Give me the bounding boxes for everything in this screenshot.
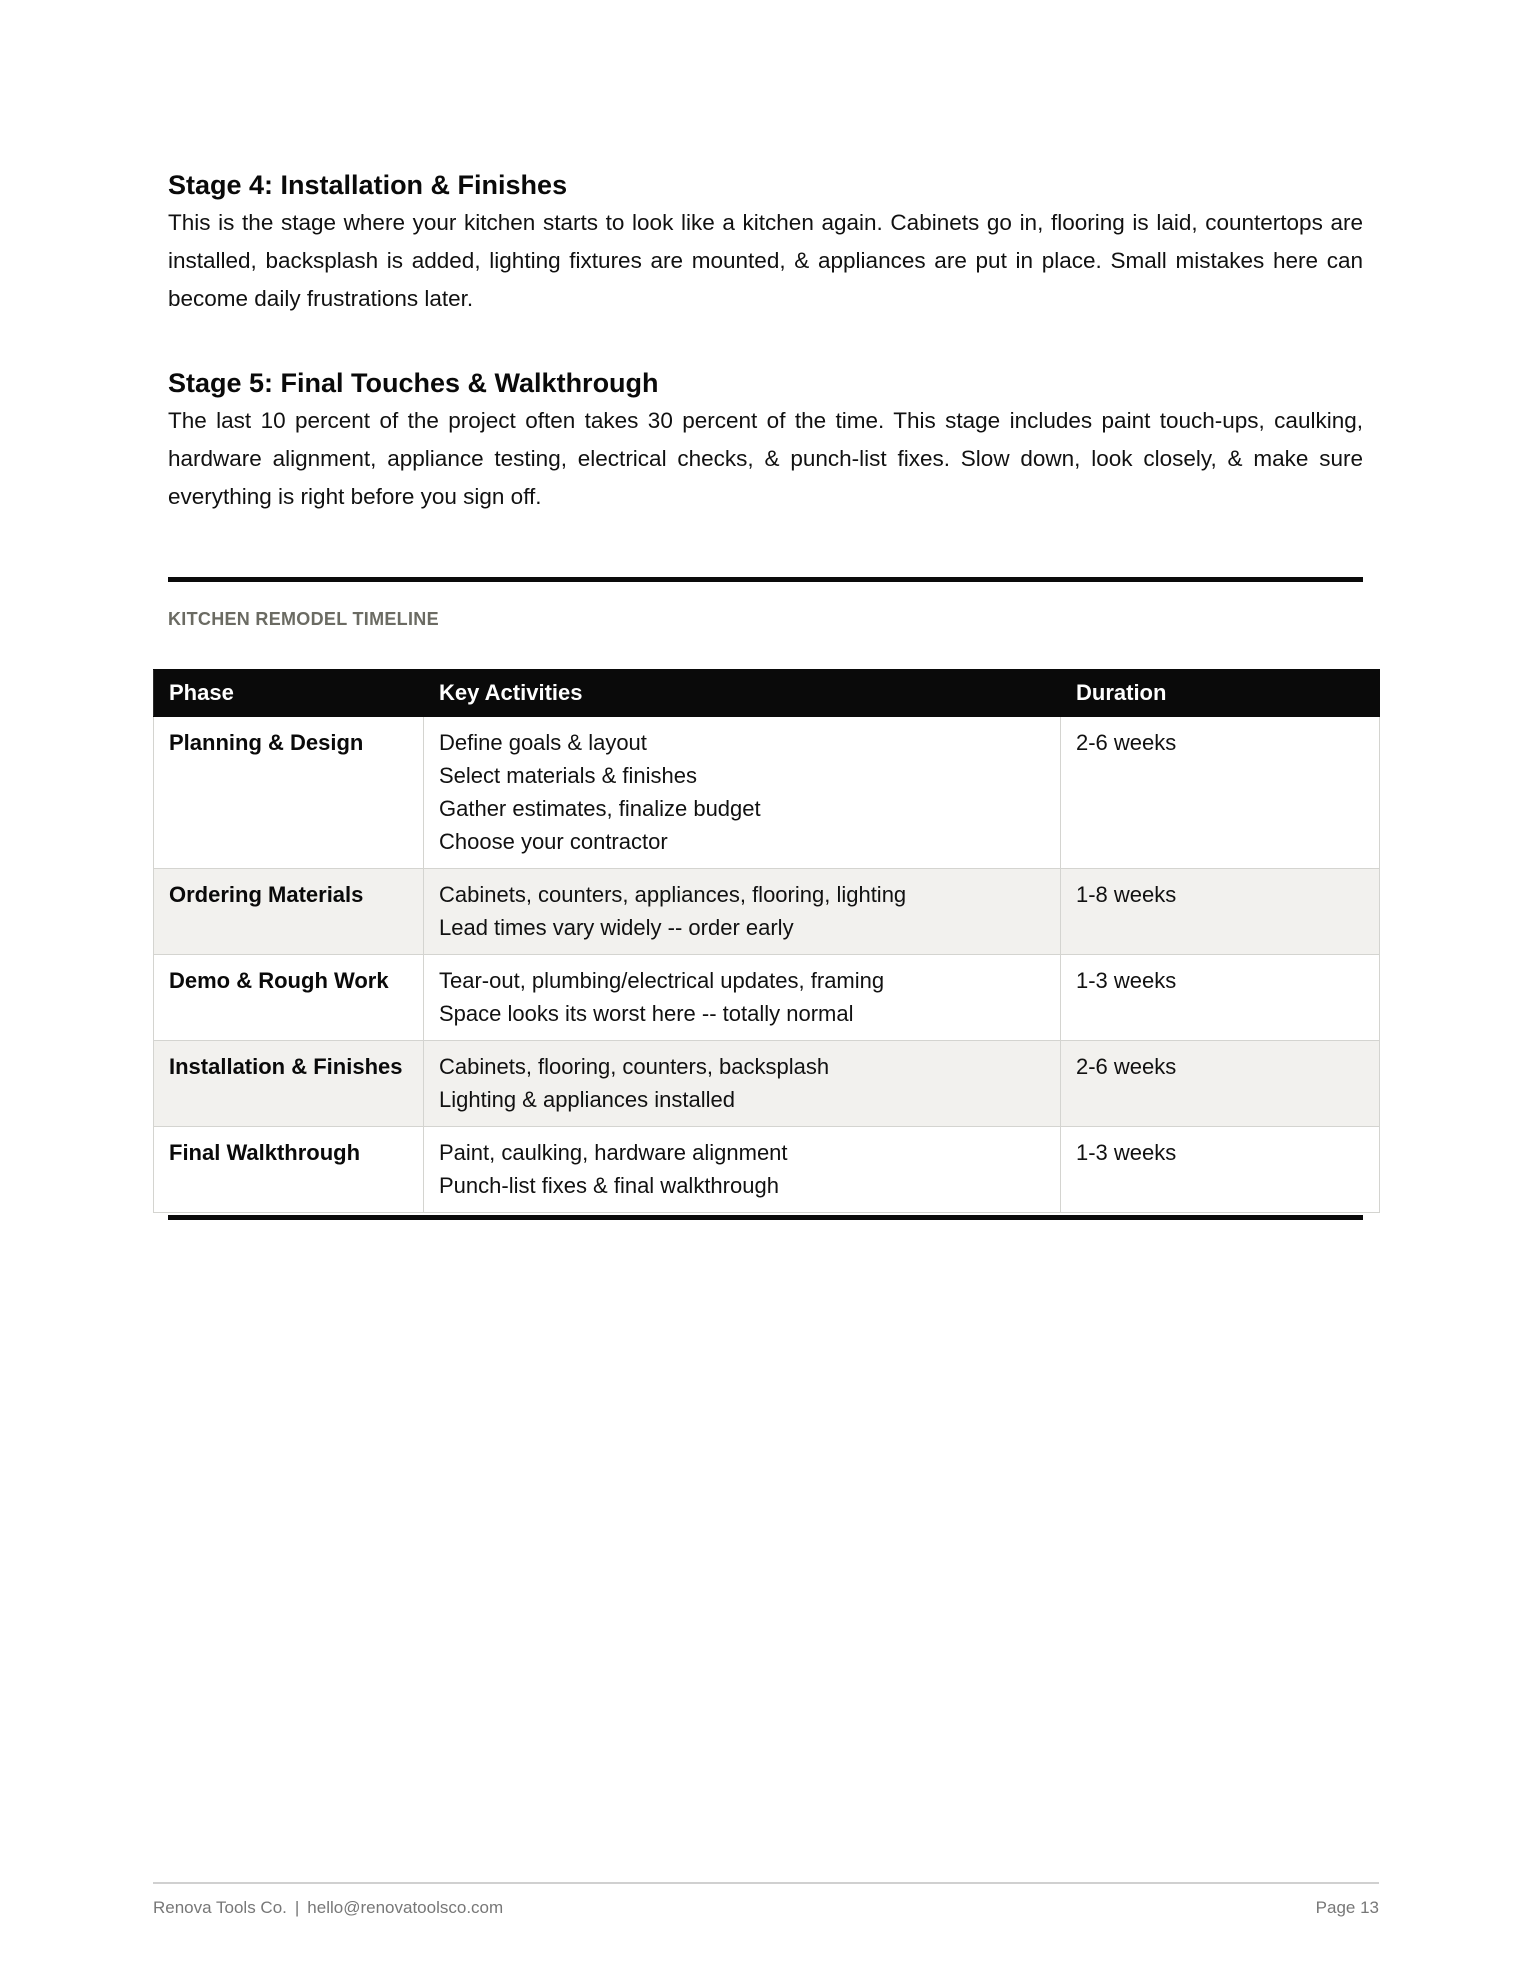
stage-4-title: Stage 4: Installation & Finishes	[168, 170, 568, 200]
footer-separator: |	[294, 1898, 300, 1917]
phase-cell: Final Walkthrough	[154, 1127, 424, 1213]
footer-company: Renova Tools Co.	[153, 1898, 287, 1917]
page-number: Page 13	[1315, 1898, 1379, 1917]
duration-cell: 2-6 weeks	[1061, 1041, 1380, 1127]
activity-line: Gather estimates, finalize budget	[439, 796, 761, 821]
activity-line: Punch-list fixes & final walkthrough	[439, 1173, 779, 1198]
stage-4-body: This is the stage where your kitchen starts to look like a kitchen again. Cabinets go in, flooring is laid, countertops are installed, backsplash is added, lighting fixtures are mounted, & appliances are put in place. Small mistakes here can become daily frustrations later.	[168, 210, 1363, 311]
stage-4-section	[168, 168, 1363, 318]
table-row	[154, 1041, 1380, 1127]
header-duration: Duration	[1061, 670, 1380, 717]
footer-contact	[153, 1898, 503, 1918]
activities-cell	[424, 717, 1061, 869]
activity-line: Lighting & appliances installed	[439, 1087, 735, 1112]
footer-email-link[interactable]: hello@renovatoolsco.com	[307, 1898, 504, 1917]
table-header-row	[154, 670, 1380, 717]
timeline-label: KITCHEN REMODEL TIMELINE	[168, 609, 439, 629]
activities-cell	[424, 1127, 1061, 1213]
table-row	[154, 1127, 1380, 1213]
activity-line: Cabinets, counters, appliances, flooring, lighting	[439, 882, 907, 907]
activity-line: Tear-out, plumbing/electrical updates, framing	[439, 968, 885, 993]
activity-line: Lead times vary widely -- order early	[439, 915, 794, 940]
activities-cell	[424, 955, 1061, 1041]
table-row	[154, 717, 1380, 869]
divider-bottom	[168, 1215, 1363, 1220]
phase-cell: Installation & Finishes	[154, 1041, 424, 1127]
activity-line: Cabinets, flooring, counters, backsplash	[439, 1054, 830, 1079]
activity-line: Define goals & layout	[439, 730, 647, 755]
phase-cell: Demo & Rough Work	[154, 955, 424, 1041]
duration-cell: 1-8 weeks	[1061, 869, 1380, 955]
activity-line: Select materials & finishes	[439, 763, 697, 788]
activities-cell	[424, 869, 1061, 955]
duration-cell: 2-6 weeks	[1061, 717, 1380, 869]
header-key-activities: Key Activities	[424, 670, 1061, 717]
table-row	[154, 955, 1380, 1041]
activities-cell	[424, 1041, 1061, 1127]
duration-cell: 1-3 weeks	[1061, 955, 1380, 1041]
header-phase: Phase	[154, 670, 424, 717]
activity-line: Space looks its worst here -- totally normal	[439, 1001, 854, 1026]
divider-top	[168, 577, 1363, 582]
activity-line: Choose your contractor	[439, 829, 668, 854]
stage-5-title: Stage 5: Final Touches & Walkthrough	[168, 368, 659, 398]
activity-line: Paint, caulking, hardware alignment	[439, 1140, 788, 1165]
footer-divider	[153, 1882, 1379, 1884]
table-row	[154, 869, 1380, 955]
timeline-table	[153, 669, 1380, 1213]
phase-cell: Ordering Materials	[154, 869, 424, 955]
phase-cell: Planning & Design	[154, 717, 424, 869]
stage-5-body: The last 10 percent of the project often takes 30 percent of the time. This stage includes paint touch-ups, caulking, hardware alignment, appliance testing, electrical checks, & punch-list fixes. Slow down, look closely, & make sure everything is right before you sign off.	[168, 408, 1363, 509]
stage-5-section	[168, 366, 1363, 516]
duration-cell: 1-3 weeks	[1061, 1127, 1380, 1213]
